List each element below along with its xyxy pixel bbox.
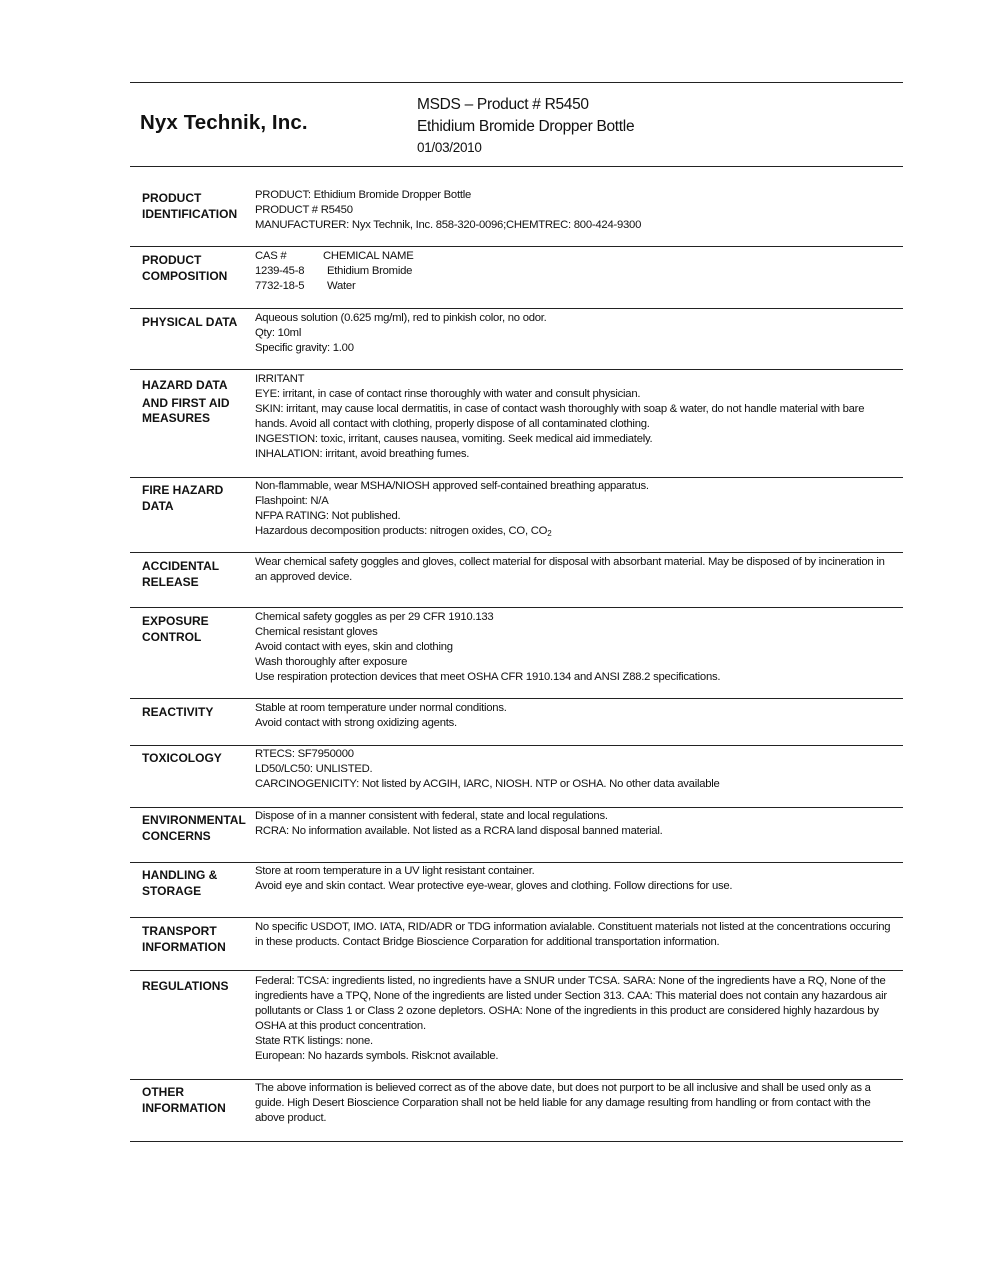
section-body: Store at room temperature in a UV light resistant container. Avoid eye and skin contact. Wear protective eye-wear, gloves and clothing. Follow directions for use. [255,865,733,893]
table-row: 1239-45-8 Ethidium Bromide [255,265,413,278]
section-label: HAZARD DATA AND FIRST AID MEASURES [142,378,230,425]
section-body: No specific USDOT, IMO. IATA, RID/ADR or TDG information avialable. Constituent materials not listed at the concentrations occuring in these products. Contact Bridge Bioscience Corparation for additional transportation information. [255,921,891,949]
section-label: OTHER INFORMATION [142,1085,226,1115]
section-divider [130,607,903,608]
section-divider [130,745,903,746]
section-body: Dispose of in a manner consistent with federal, state and local regulations. RCRA: No information available. Not listed as a RCRA land disposal banned material. [255,810,663,838]
section-divider [130,917,903,918]
composition-table [255,249,895,294]
document-date: 01/03/2010 [417,140,482,155]
section-body: Non-flammable, wear MSHA/NIOSH approved self-contained breathing apparatus. Flashpoint: N/A NFPA RATING: Not published. Hazardous decomposition products: nitrogen oxides, CO, $CO_2$ [255,479,895,541]
section-divider [130,970,903,971]
section-body: Aqueous solution (0.625 mg/ml), red to pinkish color, no odor. Qty: 10ml Specific gravity: 1.00 [255,312,547,355]
section-divider [130,698,903,699]
section-label: PHYSICAL DATA [142,315,238,329]
section-body: IRRITANT EYE: irritant, in case of contact rinse thoroughly with water and consult physician. SKIN: irritant, may cause local dermatitis, in case of contact wash thoroughly with soap & water, do not handle material with bare hands. Avoid all contact with clothing, properly dispose of all contaminated clothing. INGESTION: toxic, irritant, causes nausea, vomiting. Seek medical aid immediately. INHALATION: irritant, avoid breathing fumes. [255,373,865,461]
section-label: FIRE HAZARD DATA [142,483,224,513]
section-body: Chemical safety goggles as per 29 CFR 1910.133 Chemical resistant gloves Avoid contact with eyes, skin and clothing Wash thoroughly after exposure Use respiration protection devices that meet OSHA CFR 1910.134 and ANSI Z88.2 specifications. [255,611,721,684]
section-divider [130,807,903,808]
company-name: Nyx Technik, Inc. [140,111,308,134]
section-label: ACCIDENTAL RELEASE [142,559,220,589]
top-rule [130,82,903,83]
section-body: Wear chemical safety goggles and gloves, collect material for disposal with absorbant material. May be disposed of by incineration in an approved device. [255,556,885,584]
section-body: The above information is believed correct as of the above date, but does not purport to be all inclusive and shall be used only as a guide. High Desert Bioscience Corparation shall not be held liable for any damage resulting from handling or from contact with the above product. [255,1082,871,1125]
decomposition-line: Hazardous decomposition products: nitrogen oxides, CO, $CO_2$ [255,525,552,539]
section-divider [130,862,903,863]
section-label: TOXICOLOGY [142,751,222,765]
section-divider [130,477,903,478]
product-name: Ethidium Bromide Dropper Bottle [417,118,635,135]
msds-title: MSDS – Product # R5450 [417,96,589,113]
section-label: PRODUCT COMPOSITION [142,253,228,283]
section-label: REACTIVITY [142,705,214,719]
section-body: RTECS: SF7950000 LD50/LC50: UNLISTED. CARCINOGENICITY: Not listed by ACGIH, IARC, NIOSH. NTP or OSHA. No other data available [255,748,720,791]
table-row: 7732-18-5 Water [255,280,356,293]
section-divider [130,369,903,370]
composition-header-row: CAS # CHEMICAL NAME [255,250,414,262]
bottom-rule [130,1141,903,1142]
section-divider [130,308,903,309]
section-divider [130,246,903,247]
section-body: Federal: TCSA: ingredients listed, no ingredients have a SNUR under TCSA. SARA: None of the ingredients have a RQ, None of the ingredients have a TPQ, None of the ingredients are listed under Section 313. CAA: This material does not contain any hazardous air pollutants or Class 1 or Class 2 ozone depletors. OSHA: None of the ingredients in this product are considered highly hazardous by OSHA at this product concentration. State RTK listings: none. European: No hazards symbols. Risk:not available. [255,975,887,1063]
document-header [417,94,634,158]
section-label: HANDLING & STORAGE [142,868,218,898]
section-label: EXPOSURE CONTROL [142,614,209,644]
section-label: PRODUCT IDENTIFICATION [142,191,238,221]
section-body: PRODUCT: Ethidium Bromide Dropper Bottle PRODUCT # R5450 MANUFACTURER: Nyx Technik, Inc. 858-320-0096;CHEMTREC: 800-424-9300 [255,189,642,232]
section-label: TRANSPORT INFORMATION [142,924,226,954]
section-divider [130,1079,903,1080]
section-body: Stable at room temperature under normal conditions. Avoid contact with strong oxidizing agents. [255,702,507,730]
section-divider [130,552,903,553]
section-label: ENVIRONMENTAL CONCERNS [142,813,246,843]
section-label: REGULATIONS [142,979,229,993]
header-rule [130,166,903,167]
